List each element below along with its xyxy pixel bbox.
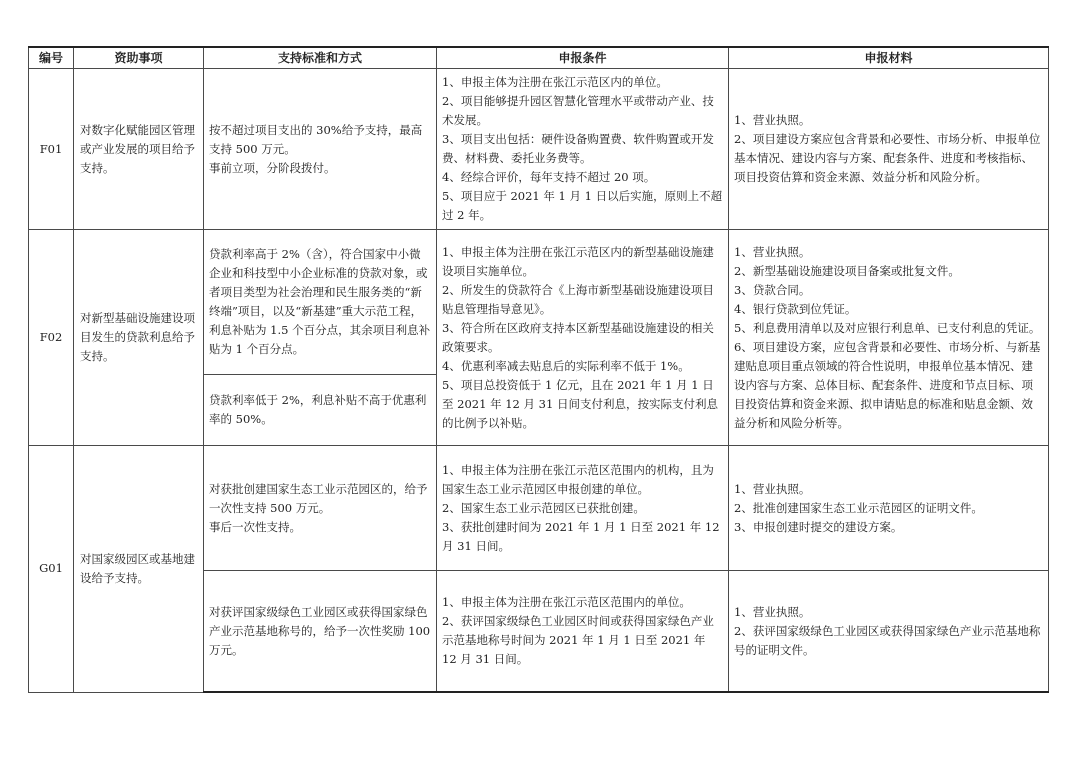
header-item: 资助事项 xyxy=(74,47,204,69)
row-standard-b: 贷款利率低于 2%，利息补贴不高于优惠利率的 50%。 xyxy=(204,375,437,446)
row-standard-b: 对获评国家级绿色工业园区或获得国家绿色产业示范基地称号的，给予一次性奖励 100 万元。 xyxy=(204,571,437,693)
table-header-row xyxy=(29,47,1049,69)
row-standard-a: 贷款利率高于 2%（含），符合国家中小微企业和科技型中小企业标准的贷款对象，或者项目类型为社会治理和民生服务类的“新终端”项目，以及“新基建”重大示范工程，利息补贴为 1.5 个百分点，其余项目利息补贴为 1 个百分点。 xyxy=(204,230,437,375)
row-standard: 按不超过项目支出的 30%给予支持，最高支持 500 万元。 事前立项，分阶段拨付。 xyxy=(204,69,437,230)
header-conditions: 申报条件 xyxy=(437,47,729,69)
row-conditions-a: 1、申报主体为注册在张江示范区范围内的机构，且为国家生态工业示范园区申报创建的单位。 2、国家生态工业示范园区已获批创建。 3、获批创建时间为 2021 年 1 月 1 日至 2021 年 12 月 31 日间。 xyxy=(437,446,729,571)
row-code: F01 xyxy=(29,69,74,230)
row-conditions-b: 1、申报主体为注册在张江示范区范围内的单位。 2、获评国家级绿色工业园区时间或获得国家绿色产业示范基地称号时间为 2021 年 1 月 1 日至 2021 年 12 月 31 日间。 xyxy=(437,571,729,693)
row-materials: 1、营业执照。 2、项目建设方案应包含背景和必要性、市场分析、申报单位基本情况、建设内容与方案、配套条件、进度和考核指标、项目投资估算和资金来源、效益分析和风险分析。 xyxy=(729,69,1049,230)
row-materials: 1、营业执照。 2、新型基础设施建设项目备案或批复文件。 3、贷款合同。 4、银行贷款到位凭证。 5、利息费用清单以及对应银行利息单、已支付利息的凭证。 6、项目建设方案，应包含背景和必要性、市场分析、与新基建贴息项目重点领域的符合性说明，申报单位基本情况、建设内容与方案、总体目标、配套条件、进度和节点目标、项目投资估算和资金来源、拟申请贴息的标准和贴息金额、效益分析和风险分析等。 xyxy=(729,230,1049,446)
row-materials-b: 1、营业执照。 2、获评国家级绿色工业园区或获得国家绿色产业示范基地称号的证明文件。 xyxy=(729,571,1049,693)
row-code: G01 xyxy=(29,446,74,693)
table-row-f01 xyxy=(29,69,1049,230)
row-standard-a: 对获批创建国家生态工业示范园区的，给予一次性支持 500 万元。 事后一次性支持。 xyxy=(204,446,437,571)
row-materials-a: 1、营业执照。 2、批准创建国家生态工业示范园区的证明文件。 3、申报创建时提交的建设方案。 xyxy=(729,446,1049,571)
table-row-f02 xyxy=(29,230,1049,375)
header-standard: 支持标准和方式 xyxy=(204,47,437,69)
header-materials: 申报材料 xyxy=(729,47,1049,69)
row-conditions: 1、申报主体为注册在张江示范区内的单位。 2、项目能够提升园区智慧化管理水平或带动产业、技术发展。 3、项目支出包括：硬件设备购置费、软件购置或开发费、材料费、委托业务费等。 4、经综合评价，每年支持不超过 20 项。 5、项目应于 2021 年 1 月 1 日以后实施，原则上不超过 2 年。 xyxy=(437,69,729,230)
row-item: 对新型基础设施建设项目发生的贷款利息给予支持。 xyxy=(74,230,204,446)
row-code: F02 xyxy=(29,230,74,446)
funding-policy-table xyxy=(28,46,1049,693)
row-item: 对国家级园区或基地建设给予支持。 xyxy=(74,446,204,693)
policy-table-sheet xyxy=(28,46,1048,693)
row-conditions: 1、申报主体为注册在张江示范区内的新型基础设施建设项目实施单位。 2、所发生的贷款符合《上海市新型基础设施建设项目贴息管理指导意见》。 3、符合所在区政府支持本区新型基础设施建设的相关政策要求。 4、优惠利率减去贴息后的实际利率不低于 1%。 5、项目总投资低于 1 亿元，且在 2021 年 1 月 1 日至 2021 年 12 月 31 日间支付利息，按实际支付利息的比例予以补贴。 xyxy=(437,230,729,446)
row-item: 对数字化赋能园区管理或产业发展的项目给予支持。 xyxy=(74,69,204,230)
table-row-g01 xyxy=(29,446,1049,571)
header-code: 编号 xyxy=(29,47,74,69)
